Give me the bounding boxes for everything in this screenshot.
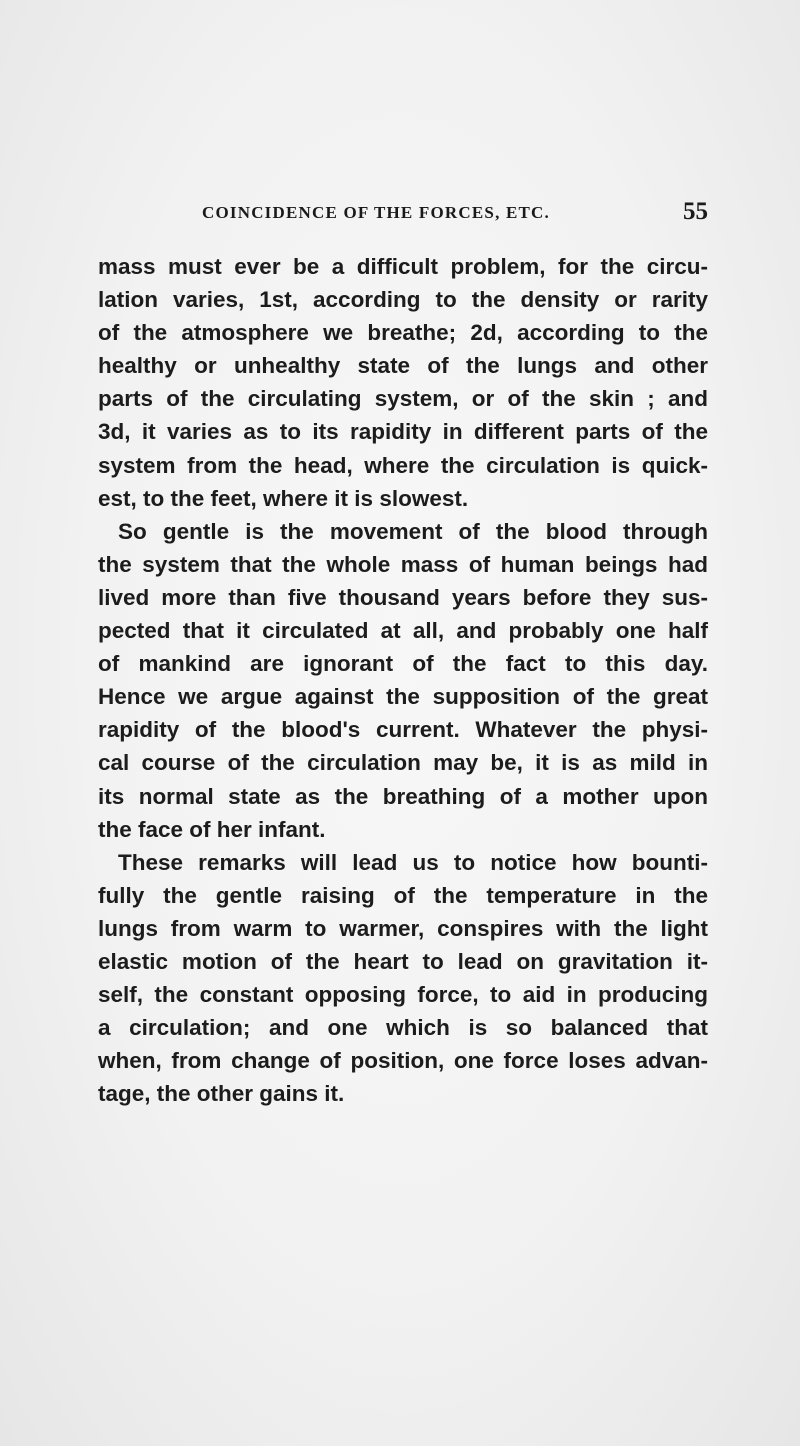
text-line: lungs from warm to warmer, conspires with the light xyxy=(98,915,708,941)
running-head: COINCIDENCE OF THE FORCES, ETC. xyxy=(202,203,550,222)
body-text xyxy=(98,250,708,1110)
text-line: the face of her infant. xyxy=(98,816,326,842)
paragraph-1 xyxy=(98,250,708,515)
text-line: pected that it circulated at all, and probably one half xyxy=(98,618,708,644)
text-line: Hence we argue against the supposition of the great xyxy=(98,684,708,710)
page-header xyxy=(202,198,708,228)
text-line: its normal state as the breathing of a mother upon xyxy=(98,783,708,809)
text-line: when, from change of position, one force loses advan- xyxy=(98,1048,708,1074)
text-line: est, to the feet, where it is slowest. xyxy=(98,485,469,511)
page-number: 55 xyxy=(683,198,708,225)
text-line: lation varies, 1st, according to the density or rarity xyxy=(98,287,708,313)
text-line: fully the gentle raising of the temperature in the xyxy=(98,882,708,908)
text-line: tage, the other gains it. xyxy=(98,1081,345,1107)
text-line: a circulation; and one which is so balanced that xyxy=(98,1015,708,1041)
text-line: parts of the circulating system, or of the skin ; and xyxy=(98,386,708,412)
text-line: These remarks will lead us to notice how bounti- xyxy=(118,849,708,875)
text-line: cal course of the circulation may be, it is as mild in xyxy=(98,750,708,776)
text-line: the system that the whole mass of human beings had xyxy=(98,551,708,577)
paragraph-2 xyxy=(98,515,708,846)
text-line: lived more than five thousand years before they sus- xyxy=(98,584,708,610)
text-line: of the atmosphere we breathe; 2d, according to the xyxy=(98,320,708,346)
text-line: self, the constant opposing force, to aid in producing xyxy=(98,982,708,1008)
text-line: mass must ever be a difficult problem, for the circu- xyxy=(98,254,708,279)
text-line: healthy or unhealthy state of the lungs and other xyxy=(98,353,708,379)
text-line: rapidity of the blood's current. Whatever the physi- xyxy=(98,717,708,743)
text-line: elastic motion of the heart to lead on gravitation it- xyxy=(98,948,708,974)
text-line: of mankind are ignorant of the fact to this day. xyxy=(98,651,708,677)
text-line: system from the head, where the circulation is quick- xyxy=(98,452,708,478)
text-line: 3d, it varies as to its rapidity in different parts of the xyxy=(98,419,708,445)
paragraph-3 xyxy=(98,846,708,1111)
text-line: So gentle is the movement of the blood through xyxy=(118,518,708,544)
